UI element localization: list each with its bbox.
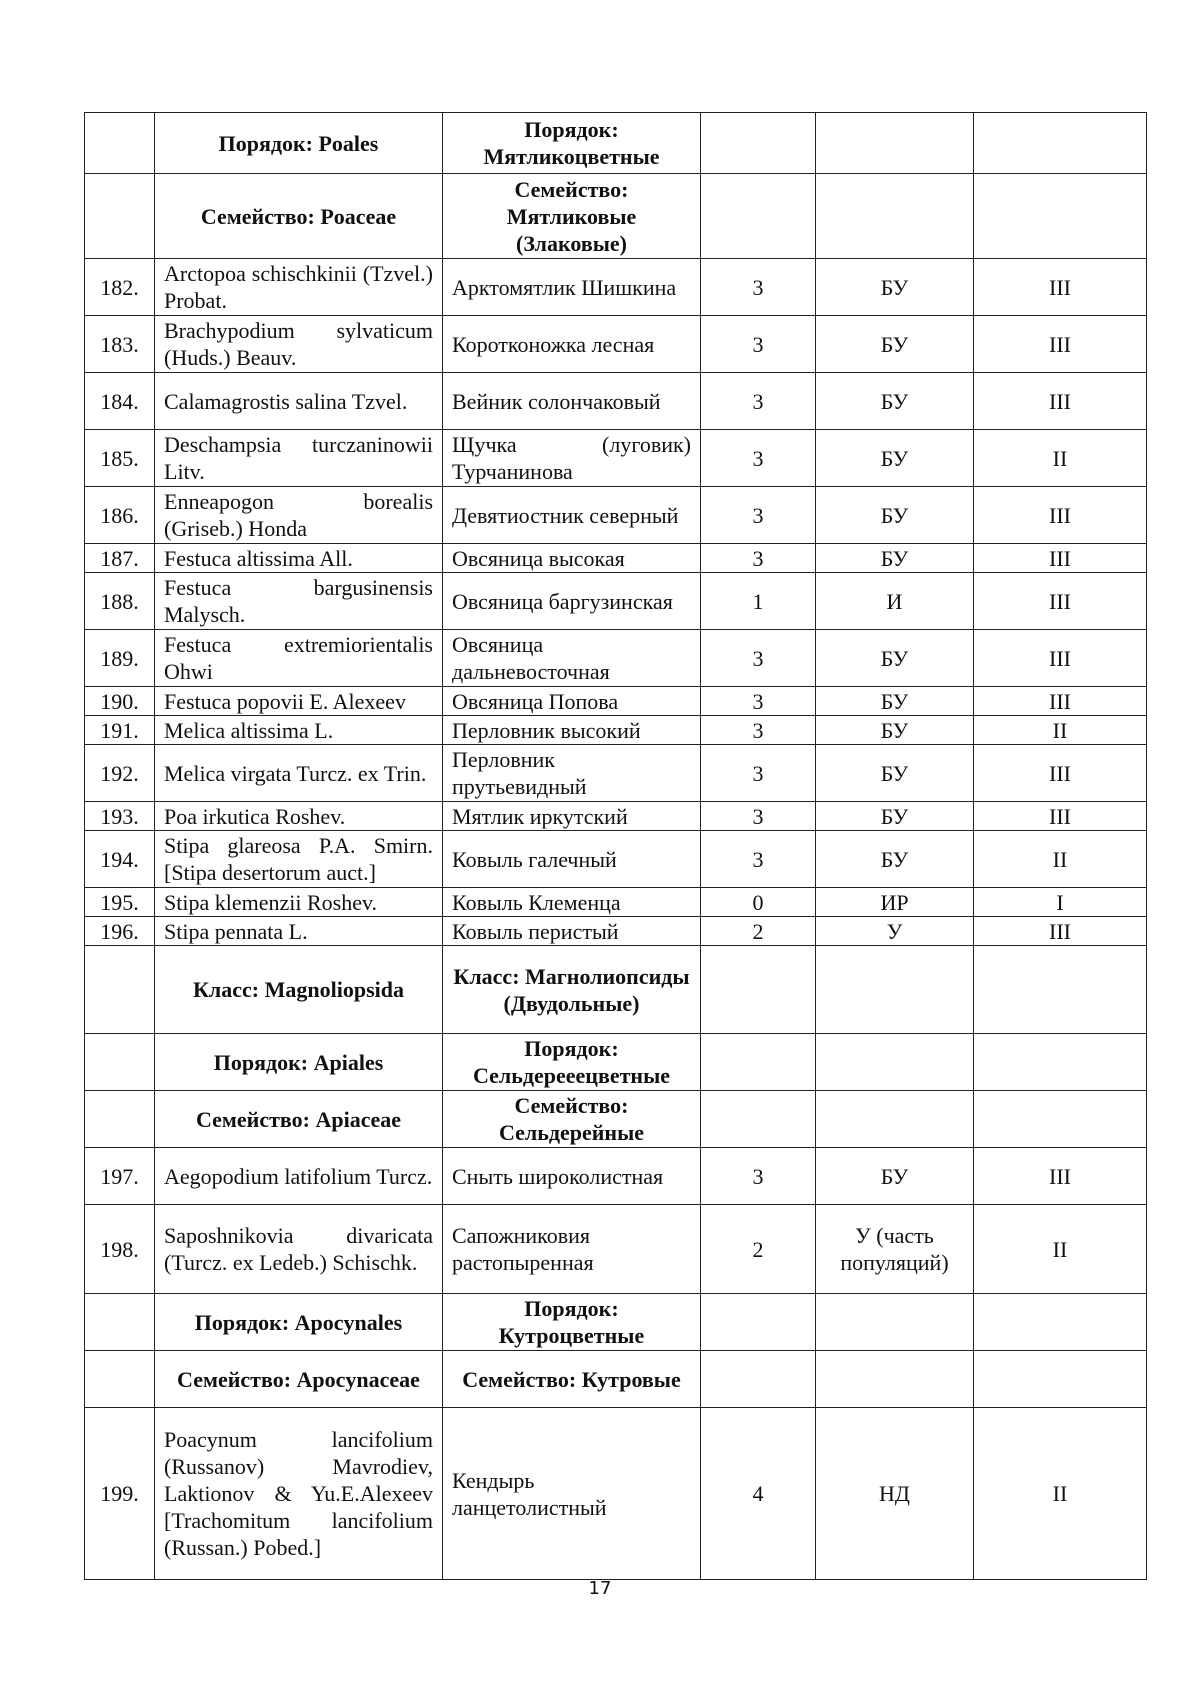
status-value: БУ — [816, 1148, 974, 1205]
table-row — [85, 487, 1147, 544]
category-value: 3 — [701, 544, 816, 573]
empty-cell — [701, 1091, 816, 1148]
priority-value: III — [974, 917, 1147, 946]
empty-cell — [974, 174, 1147, 259]
priority-value: II — [974, 831, 1147, 888]
russian-name: Овсяница Попова — [443, 687, 701, 716]
status-value: БУ — [816, 630, 974, 687]
category-value: 0 — [701, 888, 816, 917]
category-value: 3 — [701, 745, 816, 802]
row-number: 199. — [85, 1408, 155, 1580]
table-row — [85, 745, 1147, 802]
taxon-russian-header: Семейство: Мятликовые (Злаковые) — [443, 174, 701, 259]
table-row — [85, 917, 1147, 946]
russian-name: Овсяница дальневосточная — [443, 630, 701, 687]
russian-name: Девятиостник северный — [443, 487, 701, 544]
row-number: 198. — [85, 1205, 155, 1294]
latin-name: Aegopodium latifolium Turcz. — [155, 1148, 443, 1205]
table-row — [85, 831, 1147, 888]
table-row — [85, 888, 1147, 917]
category-value: 3 — [701, 430, 816, 487]
category-value: 2 — [701, 917, 816, 946]
table-row — [85, 1148, 1147, 1205]
priority-value: I — [974, 888, 1147, 917]
family-header-row — [85, 174, 1147, 259]
category-value: 3 — [701, 687, 816, 716]
latin-name: Brachypodium sylvaticum (Huds.) Beauv. — [155, 316, 443, 373]
table-row — [85, 316, 1147, 373]
row-number: 190. — [85, 687, 155, 716]
table-row — [85, 1205, 1147, 1294]
latin-name: Stipa pennata L. — [155, 917, 443, 946]
table-row — [85, 716, 1147, 745]
latin-name: Festuca bargusinensis Malysch. — [155, 573, 443, 630]
priority-value: III — [974, 316, 1147, 373]
category-value: 4 — [701, 1408, 816, 1580]
row-number: 183. — [85, 316, 155, 373]
priority-value: III — [974, 373, 1147, 430]
russian-name: Щучка (луговик) Турчанинова — [443, 430, 701, 487]
taxon-latin-header: Порядок: Apiales — [155, 1034, 443, 1091]
category-value: 3 — [701, 1148, 816, 1205]
status-value: БУ — [816, 802, 974, 831]
priority-value: II — [974, 1408, 1147, 1580]
latin-name: Stipa klemenzii Roshev. — [155, 888, 443, 917]
taxon-russian-header: Класс: Магнолиопсиды (Двудольные) — [443, 946, 701, 1034]
table-row — [85, 259, 1147, 316]
latin-name: Deschampsia turczaninowii Litv. — [155, 430, 443, 487]
latin-name: Enneapogon borealis (Griseb.) Honda — [155, 487, 443, 544]
empty-cell — [85, 1294, 155, 1351]
empty-cell — [974, 946, 1147, 1034]
category-value: 3 — [701, 630, 816, 687]
russian-name: Перловник прутьевидный — [443, 745, 701, 802]
latin-name: Festuca altissima All. — [155, 544, 443, 573]
table-row — [85, 430, 1147, 487]
category-value: 1 — [701, 573, 816, 630]
russian-name: Ковыль Клеменца — [443, 888, 701, 917]
row-number: 182. — [85, 259, 155, 316]
taxon-latin-header: Семейство: Poaceae — [155, 174, 443, 259]
table-row — [85, 1408, 1147, 1580]
russian-name: Арктомятлик Шишкина — [443, 259, 701, 316]
status-value: БУ — [816, 745, 974, 802]
family-header-row — [85, 1351, 1147, 1408]
latin-name: Poa irkutica Roshev. — [155, 802, 443, 831]
taxon-russian-header: Семейство: Кутровые — [443, 1351, 701, 1408]
empty-cell — [85, 1351, 155, 1408]
empty-cell — [974, 1091, 1147, 1148]
empty-cell — [816, 1351, 974, 1408]
empty-cell — [974, 113, 1147, 174]
category-value: 3 — [701, 316, 816, 373]
russian-name: Мятлик иркутский — [443, 802, 701, 831]
species-table — [84, 112, 1147, 1580]
category-value: 3 — [701, 802, 816, 831]
russian-name: Овсяница высокая — [443, 544, 701, 573]
empty-cell — [85, 174, 155, 259]
status-value: БУ — [816, 831, 974, 888]
status-value: ИР — [816, 888, 974, 917]
priority-value: III — [974, 259, 1147, 316]
status-value: БУ — [816, 716, 974, 745]
latin-name: Festuca extremiorientalis Ohwi — [155, 630, 443, 687]
latin-name: Saposhnikovia divaricata (Turcz. ex Ledeb.) Schischk. — [155, 1205, 443, 1294]
page-number: 17 — [588, 1578, 612, 1599]
status-value: И — [816, 573, 974, 630]
status-value: БУ — [816, 373, 974, 430]
status-value: БУ — [816, 687, 974, 716]
row-number: 186. — [85, 487, 155, 544]
russian-name: Коротконожка лесная — [443, 316, 701, 373]
empty-cell — [816, 1034, 974, 1091]
empty-cell — [85, 1091, 155, 1148]
latin-name: Melica altissima L. — [155, 716, 443, 745]
russian-name: Ковыль перистый — [443, 917, 701, 946]
status-value: НД — [816, 1408, 974, 1580]
priority-value: III — [974, 802, 1147, 831]
row-number: 191. — [85, 716, 155, 745]
row-number: 187. — [85, 544, 155, 573]
status-value: БУ — [816, 544, 974, 573]
category-value: 2 — [701, 1205, 816, 1294]
category-value: 3 — [701, 259, 816, 316]
taxon-latin-header: Семейство: Apiaceae — [155, 1091, 443, 1148]
empty-cell — [974, 1034, 1147, 1091]
empty-cell — [701, 946, 816, 1034]
taxon-russian-header: Порядок: Кутроцветные — [443, 1294, 701, 1351]
category-value: 3 — [701, 373, 816, 430]
priority-value: III — [974, 544, 1147, 573]
category-value: 3 — [701, 716, 816, 745]
class-header-row — [85, 946, 1147, 1034]
empty-cell — [701, 113, 816, 174]
latin-name: Melica virgata Turcz. ex Trin. — [155, 745, 443, 802]
status-value: БУ — [816, 259, 974, 316]
taxon-latin-header: Порядок: Poales — [155, 113, 443, 174]
table-row — [85, 373, 1147, 430]
empty-cell — [701, 174, 816, 259]
status-value: У (часть популяций) — [816, 1205, 974, 1294]
empty-cell — [85, 1034, 155, 1091]
status-value: У — [816, 917, 974, 946]
table-row — [85, 573, 1147, 630]
priority-value: II — [974, 1205, 1147, 1294]
empty-cell — [974, 1294, 1147, 1351]
latin-name: Arctopoa schischkinii (Tzvel.) Probat. — [155, 259, 443, 316]
priority-value: III — [974, 745, 1147, 802]
order-header-row — [85, 1294, 1147, 1351]
row-number: 192. — [85, 745, 155, 802]
row-number: 195. — [85, 888, 155, 917]
row-number: 194. — [85, 831, 155, 888]
family-header-row — [85, 1091, 1147, 1148]
latin-name: Calamagrostis salina Tzvel. — [155, 373, 443, 430]
empty-cell — [701, 1351, 816, 1408]
priority-value: III — [974, 573, 1147, 630]
priority-value: II — [974, 430, 1147, 487]
empty-cell — [701, 1034, 816, 1091]
priority-value: III — [974, 630, 1147, 687]
empty-cell — [85, 113, 155, 174]
taxon-russian-header: Порядок: Сельдерееецветные — [443, 1034, 701, 1091]
empty-cell — [816, 1091, 974, 1148]
empty-cell — [85, 946, 155, 1034]
priority-value: III — [974, 487, 1147, 544]
table-row — [85, 802, 1147, 831]
taxon-latin-header: Класс: Magnoliopsida — [155, 946, 443, 1034]
empty-cell — [816, 174, 974, 259]
russian-name: Кендырь ланцетолистный — [443, 1408, 701, 1580]
status-value: БУ — [816, 430, 974, 487]
latin-name: Stipa glareosa P.A. Smirn. [Stipa desertorum auct.] — [155, 831, 443, 888]
order-header-row — [85, 1034, 1147, 1091]
russian-name: Вейник солончаковый — [443, 373, 701, 430]
empty-cell — [816, 946, 974, 1034]
russian-name: Овсяница баргузинская — [443, 573, 701, 630]
russian-name: Перловник высокий — [443, 716, 701, 745]
status-value: БУ — [816, 316, 974, 373]
row-number: 188. — [85, 573, 155, 630]
latin-name: Poacynum lancifolium (Russanov) Mavrodiev, Laktionov & Yu.E.Alexeev [Trachomitum lancifolium (Russan.) Pobed.] — [155, 1408, 443, 1580]
russian-name: Сныть широколистная — [443, 1148, 701, 1205]
taxon-latin-header: Порядок: Apocynales — [155, 1294, 443, 1351]
row-number: 196. — [85, 917, 155, 946]
russian-name: Ковыль галечный — [443, 831, 701, 888]
table-row — [85, 544, 1147, 573]
taxon-russian-header: Порядок: Мятликоцветные — [443, 113, 701, 174]
row-number: 185. — [85, 430, 155, 487]
order-header-row — [85, 113, 1147, 174]
row-number: 197. — [85, 1148, 155, 1205]
row-number: 193. — [85, 802, 155, 831]
category-value: 3 — [701, 487, 816, 544]
status-value: БУ — [816, 487, 974, 544]
row-number: 189. — [85, 630, 155, 687]
empty-cell — [974, 1351, 1147, 1408]
empty-cell — [816, 1294, 974, 1351]
taxon-russian-header: Семейство: Сельдерейные — [443, 1091, 701, 1148]
priority-value: II — [974, 716, 1147, 745]
category-value: 3 — [701, 831, 816, 888]
russian-name: Сапожниковия растопыренная — [443, 1205, 701, 1294]
priority-value: III — [974, 687, 1147, 716]
table-row — [85, 630, 1147, 687]
taxon-latin-header: Семейство: Apocynaceae — [155, 1351, 443, 1408]
latin-name: Festuca popovii E. Alexeev — [155, 687, 443, 716]
row-number: 184. — [85, 373, 155, 430]
empty-cell — [816, 113, 974, 174]
empty-cell — [701, 1294, 816, 1351]
table-row — [85, 687, 1147, 716]
priority-value: III — [974, 1148, 1147, 1205]
